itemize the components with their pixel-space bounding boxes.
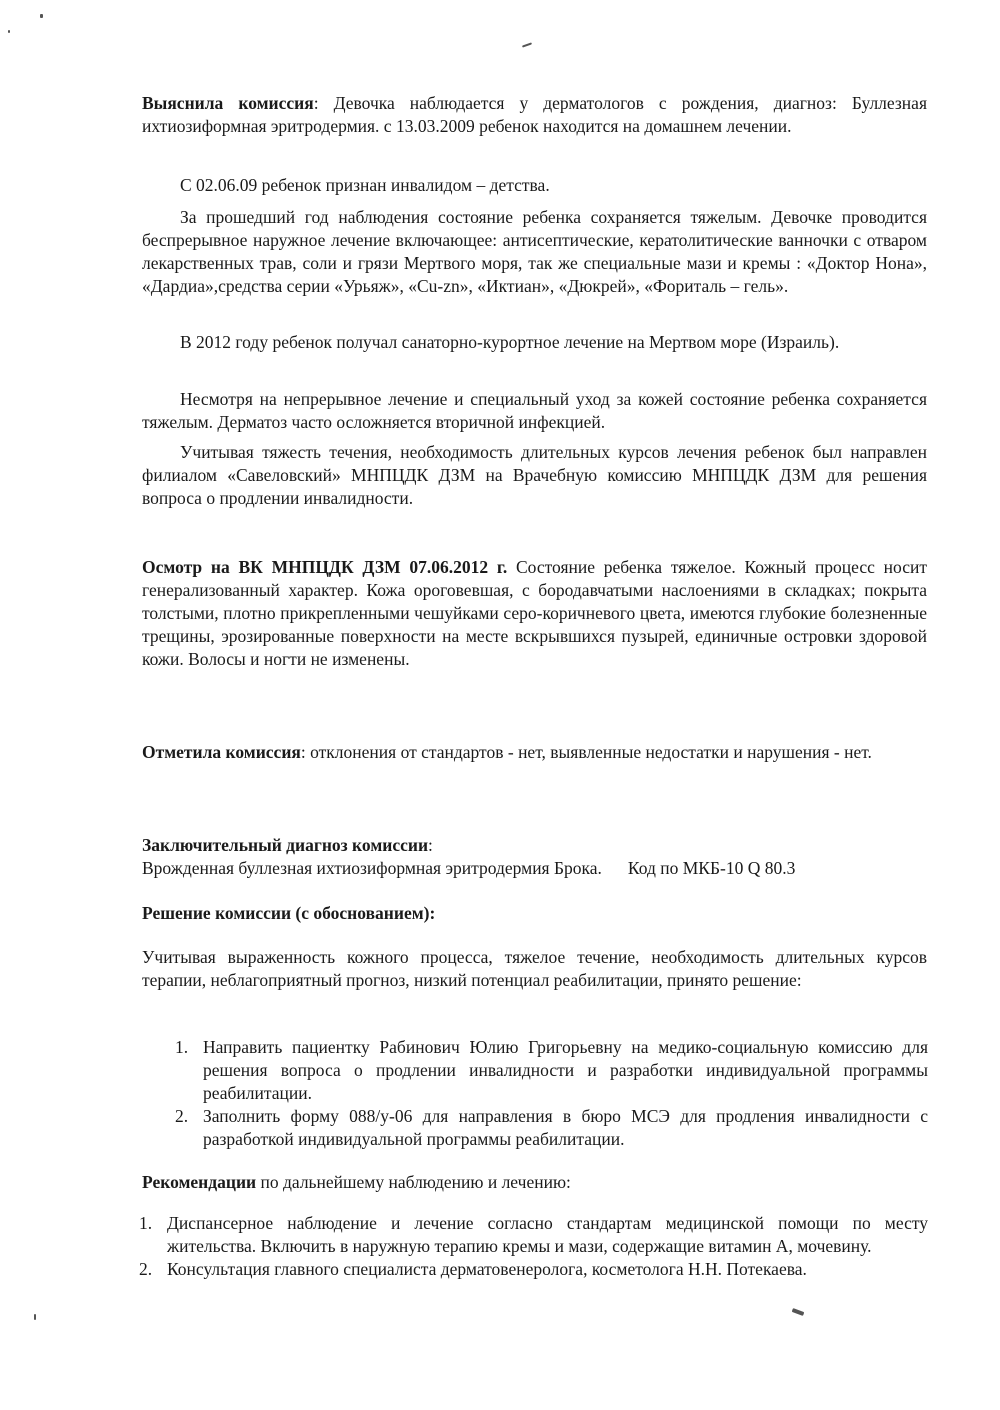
referral-paragraph	[142, 441, 927, 510]
findings-label: Выяснила комиссия	[142, 93, 314, 113]
decision-heading	[142, 902, 927, 925]
list-number: 2.	[175, 1106, 189, 1126]
exam-label: Осмотр на ВК МНПЦДК ДЗМ 07.06.2012 г.	[142, 557, 508, 577]
recommendations-label: Рекомендации	[142, 1172, 257, 1192]
decision-intro-text: Учитывая выраженность кожного процесса, тяжелое течение, необходимость длительных курсов терапии, неблагоприятный прогноз, низкий потенциал реабилитации, принято решение:	[142, 947, 927, 990]
disability-paragraph	[142, 174, 927, 197]
diagnosis-colon: :	[428, 835, 433, 855]
list-item	[139, 1258, 928, 1281]
observation-paragraph	[142, 206, 927, 298]
list-item-text: Консультация главного специалиста дерматовенеролога, косметолога Н.Н. Потекаева.	[167, 1259, 807, 1279]
sanatorium-paragraph	[142, 331, 927, 354]
list-item	[139, 1212, 928, 1258]
recommendations-heading	[142, 1171, 927, 1194]
despite-text: Несмотря на непрерывное лечение и специальный уход за кожей состояние ребенка сохраняется тяжелым. Дерматоз часто осложняется вторичной инфекцией.	[142, 389, 927, 432]
findings-text: : Девочка наблюдается у дерматологов с рождения, диагноз: Буллезная ихтиозиформная эритродермия. с 13.03.2009 ребенок находится на домашнем лечении.	[142, 93, 927, 136]
list-item-text: Заполнить форму 088/у-06 для направления в бюро МСЭ для продления инвалидности с разработкой индивидуальной программы реабилитации.	[203, 1106, 928, 1149]
recommendations-text: по дальнейшему наблюдению и лечению:	[256, 1172, 571, 1192]
scan-speck	[522, 42, 532, 47]
recommendations-list	[139, 1212, 928, 1281]
noted-paragraph	[142, 741, 927, 764]
diagnosis-label: Заключительный диагноз комиссии	[142, 835, 429, 855]
scan-speck	[8, 30, 10, 33]
exam-text: Состояние ребенка тяжелое. Кожный процесс носит генерализованный характер. Кожа ороговевшая, с бородавчатыми наслоениями в складках; покрыта толстыми, плотно прикрепленными чешуйками серо-коричневого цвета, имеются глубокие болезненные трещины, эрозированные поверхности на месте вскрывшихся пузырей, единичные островки здоровой кожи. Волосы и ногти не изменены.	[142, 557, 927, 669]
noted-text: : отклонения от стандартов - нет, выявленные недостатки и нарушения - нет.	[300, 742, 872, 762]
scan-speck	[792, 1308, 805, 1316]
noted-label: Отметила комиссия	[142, 742, 301, 762]
diagnosis-line	[142, 857, 927, 880]
referral-text: Учитывая тяжесть течения, необходимость длительных курсов лечения ребенок был направлен филиалом «Савеловский» МНПЦДК ДЗМ на Врачебную комиссию МНПЦДК ДЗМ для решения вопроса о продлении инвалидности.	[142, 442, 927, 508]
scan-speck	[34, 1314, 36, 1320]
findings-paragraph	[142, 92, 927, 138]
diagnosis-code: Код по МКБ-10 Q 80.3	[627, 858, 796, 878]
list-item-text: Диспансерное наблюдение и лечение согласно стандартам медицинской помощи по месту жительства. Включить в наружную терапию кремы и мази, содержащие витамин А, мочевину.	[167, 1213, 928, 1256]
decision-intro-paragraph	[142, 946, 927, 992]
diagnosis-heading	[142, 834, 927, 857]
diagnosis-text: Врожденная буллезная ихтиозиформная эритродермия Брока.	[142, 858, 602, 878]
list-item	[175, 1036, 928, 1105]
despite-paragraph	[142, 388, 927, 434]
observation-text: За прошедший год наблюдения состояние ребенка сохраняется тяжелым. Девочке проводится беспрерывное наружное лечение включающее: антисептические, кератолитические ванночки с отваром лекарственных трав, соли и грязи Мертвого моря, так же специальные мази и кремы : «Доктор Нона», «Дардиа»,средства серии «Урьяж», «Cu-zn», «Иктиан», «Дюкрей», «Фориталь – гель».	[142, 207, 927, 296]
list-item-text: Направить пациентку Рабинович Юлию Григорьевну на медико-социальную комиссию для решения вопроса о продлении инвалидности и разработки индивидуальной программы реабилитации.	[203, 1037, 928, 1103]
list-number: 1.	[175, 1037, 189, 1057]
list-number: 1.	[139, 1213, 153, 1233]
sanatorium-text: В 2012 году ребенок получал санаторно-курортное лечение на Мертвом море (Израиль).	[180, 332, 840, 352]
exam-paragraph	[142, 556, 927, 671]
scan-speck	[40, 14, 43, 18]
decision-label: Решение комиссии (с обоснованием):	[142, 903, 436, 923]
list-number: 2.	[139, 1259, 153, 1279]
list-item	[175, 1105, 928, 1151]
disability-text: С 02.06.09 ребенок признан инвалидом – детства.	[180, 175, 550, 195]
decision-list	[175, 1036, 928, 1151]
